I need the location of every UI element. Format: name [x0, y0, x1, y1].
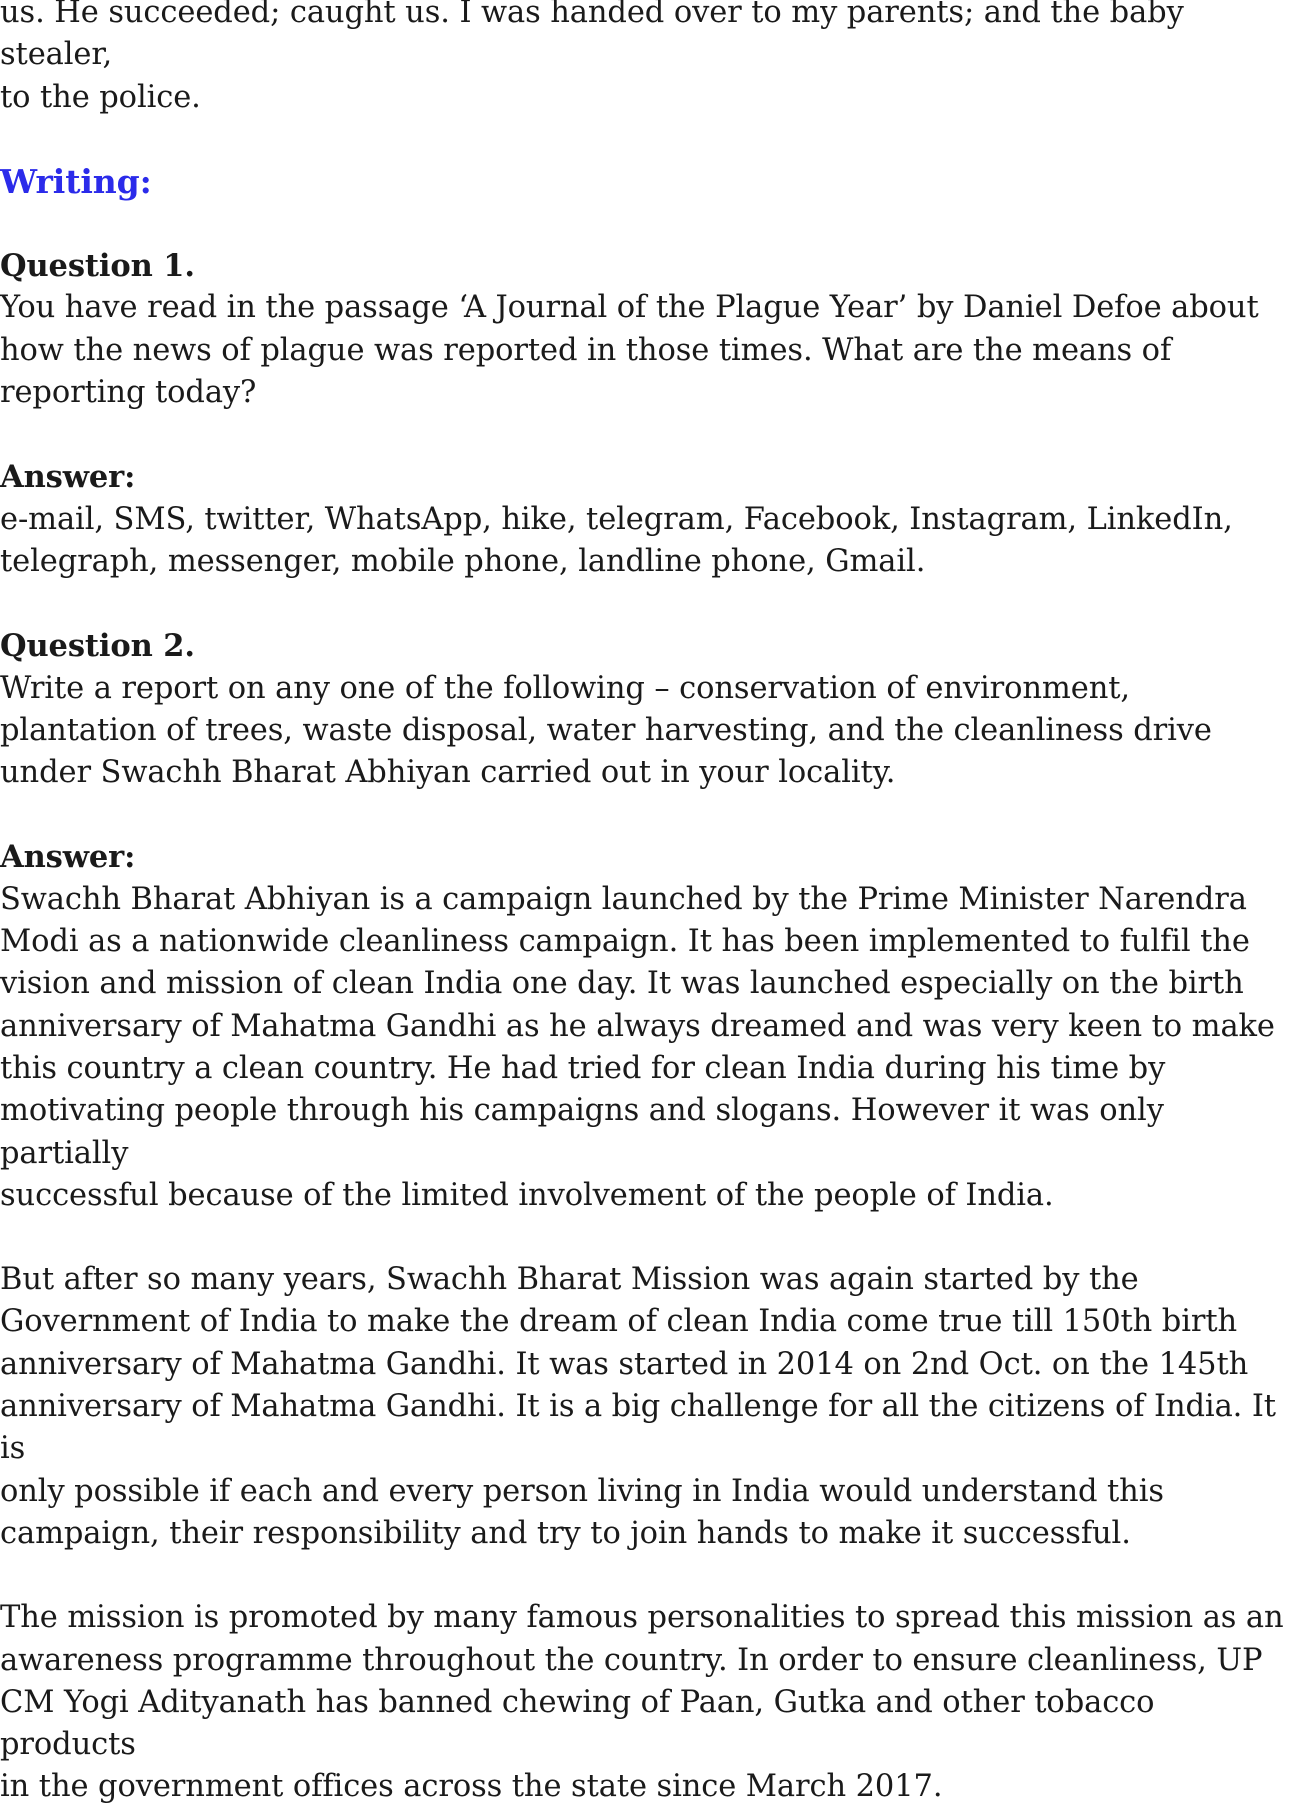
text-line: vision and mission of clean India one day. It was launched especially on the birth	[0, 966, 1244, 1002]
text-line: to the police.	[0, 79, 201, 115]
text-line: e-mail, SMS, twitter, WhatsApp, hike, telegram, Facebook, Instagram, LinkedIn,	[0, 501, 1233, 537]
text-line: Write a report on any one of the following – conservation of environment,	[0, 670, 1131, 706]
answer-2-paragraph-2	[0, 1259, 1290, 1555]
question-1-label: Question 1.	[0, 248, 195, 285]
answer-1-text	[0, 499, 1290, 584]
text-line: how the news of plague was reported in those times. What are the means of	[0, 332, 1172, 368]
text-line: Government of India to make the dream of clean India come true till 150th birth	[0, 1304, 1238, 1340]
section-heading-writing: Writing:	[0, 161, 152, 201]
text-line: anniversary of Mahatma Gandhi. It was started in 2014 on 2nd Oct. on the 145th	[0, 1346, 1249, 1382]
answer-2-paragraph-1	[0, 879, 1290, 1217]
question-1-text	[0, 287, 1290, 414]
answer-2-label: Answer:	[0, 839, 136, 876]
text-line: You have read in the passage ‘A Journal of the Plague Year’ by Daniel Defoe about	[0, 290, 1259, 326]
text-line: campaign, their responsibility and try to join hands to make it successful.	[0, 1515, 1131, 1551]
text-line: anniversary of Mahatma Gandhi. It is a big challenge for all the citizens of India. It is	[0, 1389, 1276, 1467]
text-line: The mission is promoted by many famous personalities to spread this mission as an	[0, 1600, 1284, 1636]
text-line: reporting today?	[0, 375, 257, 411]
text-line: only possible if each and every person living in India would understand this	[0, 1473, 1164, 1509]
text-line: this country a clean country. He had tried for clean India during his time by	[0, 1050, 1166, 1086]
text-line: in the government offices across the state since March 2017.	[0, 1769, 943, 1805]
text-line: Swachh Bharat Abhiyan is a campaign launched by the Prime Minister Narendra	[0, 881, 1247, 917]
text-line: plantation of trees, waste disposal, water harvesting, and the cleanliness drive	[0, 712, 1212, 748]
text-line: awareness programme throughout the country. In order to ensure cleanliness, UP	[0, 1642, 1263, 1678]
text-line: us. He succeeded; caught us. I was handed over to my parents; and the baby stealer,	[0, 0, 1184, 73]
answer-1-label: Answer:	[0, 459, 136, 496]
question-2-label: Question 2.	[0, 628, 195, 665]
question-2-text	[0, 668, 1290, 795]
text-line: CM Yogi Adityanath has banned chewing of Paan, Gutka and other tobacco products	[0, 1684, 1155, 1763]
intro-paragraph	[0, 0, 1290, 119]
text-line: anniversary of Mahatma Gandhi as he always dreamed and was very keen to make	[0, 1008, 1275, 1044]
text-line: motivating people through his campaigns and slogans. However it was only partially	[0, 1093, 1164, 1171]
text-line: Modi as a nationwide cleanliness campaign. It has been implemented to fulfil the	[0, 924, 1250, 960]
answer-2-paragraph-3	[0, 1597, 1290, 1808]
text-line: But after so many years, Swachh Bharat Mission was again started by the	[0, 1262, 1139, 1298]
text-line: telegraph, messenger, mobile phone, landline phone, Gmail.	[0, 543, 926, 579]
text-line: successful because of the limited involvement of the people of India.	[0, 1177, 1054, 1213]
text-line: under Swachh Bharat Abhiyan carried out in your locality.	[0, 755, 896, 791]
